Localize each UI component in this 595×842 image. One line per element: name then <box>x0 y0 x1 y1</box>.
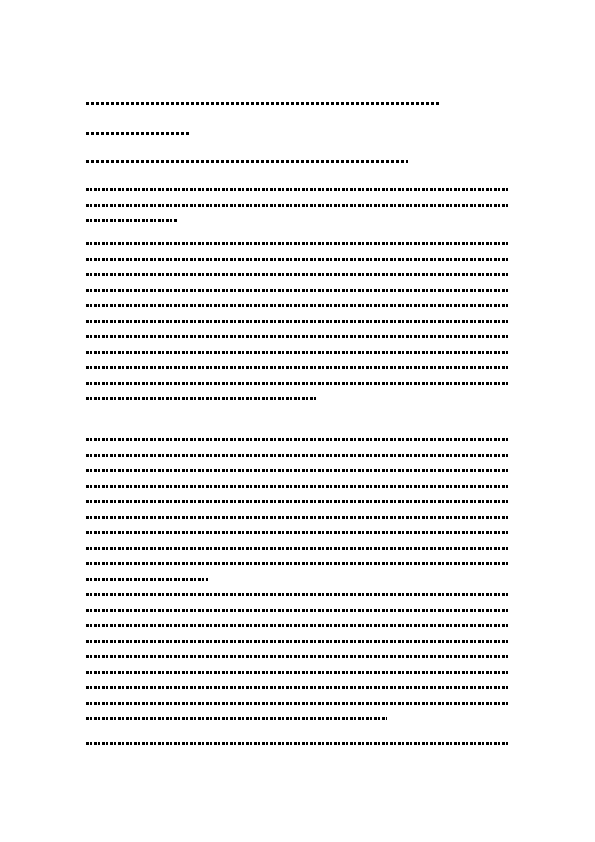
document-title-line <box>86 102 512 105</box>
paragraph-4 <box>86 593 512 733</box>
document-subtitle-line <box>86 132 512 135</box>
section-heading-line <box>86 160 512 163</box>
paragraph-2 <box>86 242 512 413</box>
paragraph-5 <box>86 742 512 758</box>
paragraph-1 <box>86 188 512 235</box>
paragraph-3 <box>86 438 512 593</box>
